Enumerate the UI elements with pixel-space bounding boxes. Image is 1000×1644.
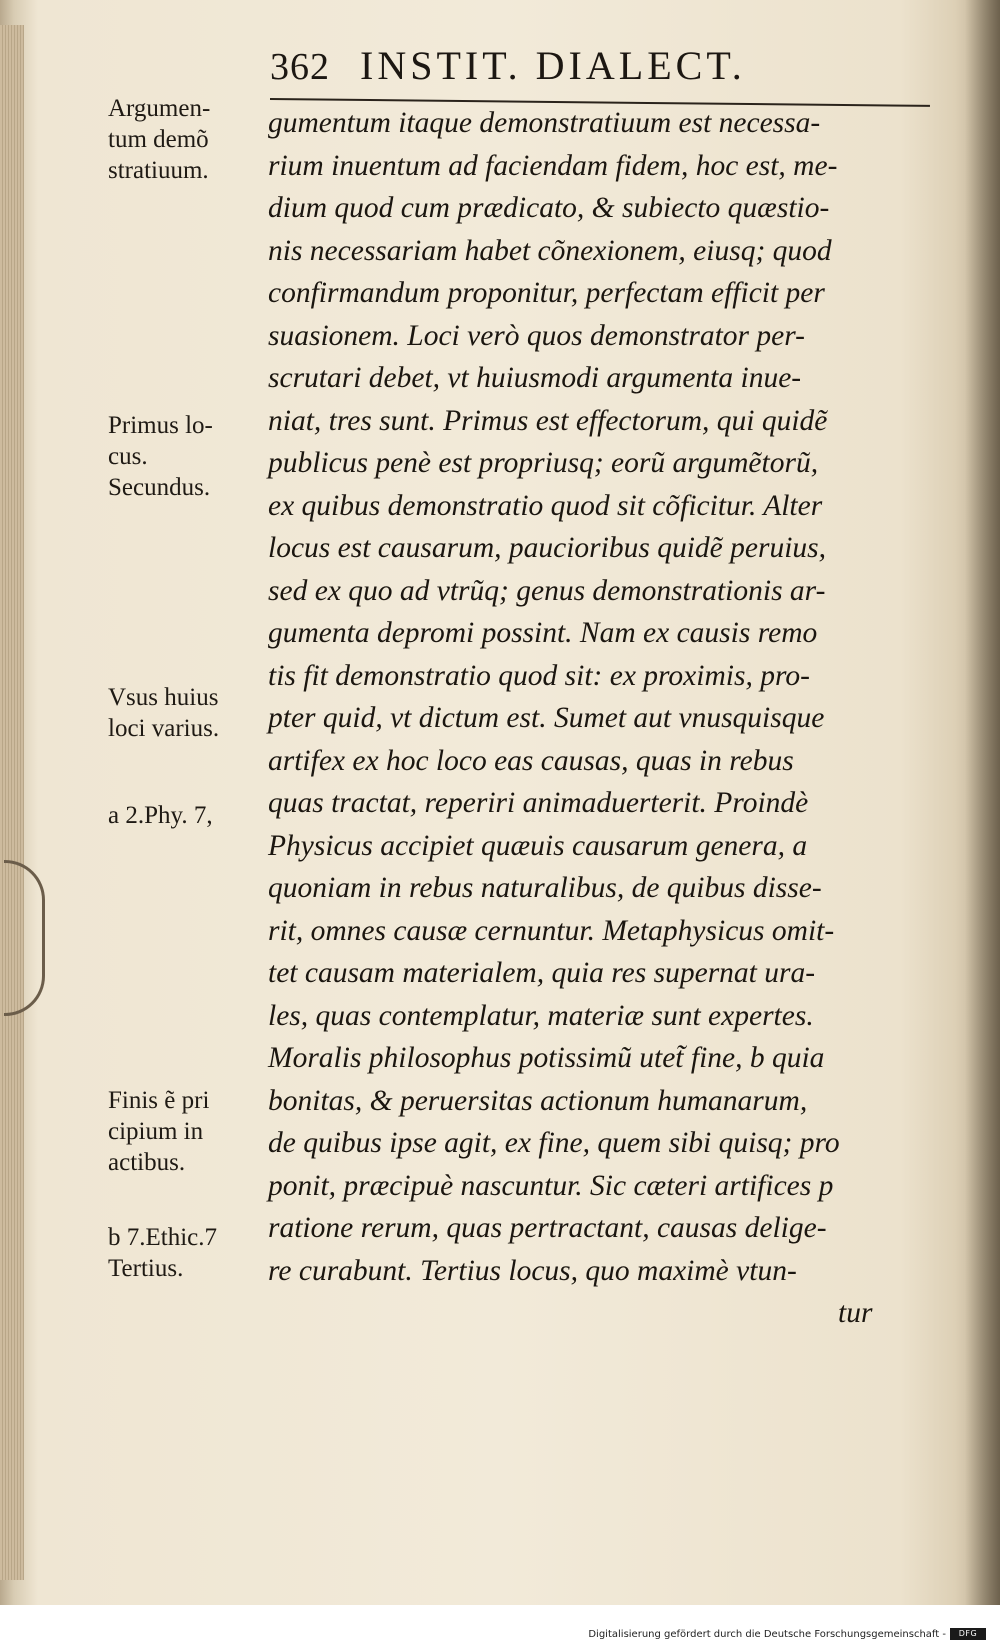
digitization-note: Digitalisierung gefördert durch die Deutsche Forschungsgemeinschaft - [588, 1629, 946, 1640]
body-line: scrutari debet, vt huiusmodi argumenta inue- [268, 362, 802, 394]
body-line: gumentum itaque demonstratiuum est necessa- [268, 107, 821, 139]
body-line: les, quas contemplatur, materiæ sunt expertes. [268, 999, 814, 1032]
body-line: publicus penè est propriusq; eorũ argumẽtorũ, [268, 447, 819, 479]
body-line: tet causam materialem, quia res supernat ura- [268, 957, 816, 989]
body-text [268, 102, 938, 1335]
margin-note-argumentum: Argumen- tum demõ stratiuum. [108, 95, 211, 184]
margin-note-ethica-ref: b 7.Ethic.7 Tertius. [108, 1224, 218, 1282]
body-line: niat, tres sunt. Primus est effectorum, qui quidẽ [268, 404, 828, 437]
body-line: confirmandum proponitur, perfectam efficit per [268, 277, 825, 309]
binding-shadow [965, 0, 1000, 1605]
body-line: dium quod cum prædicato, & subiecto quæstio- [268, 192, 830, 224]
body-line: suasionem. Loci verò quos demonstrator per- [268, 319, 805, 352]
dfg-logo: DFG [950, 1628, 986, 1640]
body-line: Physicus accipiet quæuis causarum genera, a [268, 829, 808, 862]
bookmark-ribbon [4, 860, 45, 1016]
book-page-edges [0, 25, 24, 1580]
body-line: ponit, præcipuè nascuntur. Sic cæteri artifices p [268, 1169, 834, 1202]
margin-note-primus-locus: Primus lo- cus. Secundus. [108, 412, 213, 501]
body-line: tis fit demonstratio quod sit: ex proximis, pro- [268, 659, 810, 692]
body-line: quoniam in rebus naturalibus, de quibus disse- [268, 872, 822, 904]
running-head: INSTIT. DIALECT. [360, 43, 746, 88]
body-line: rium inuentum ad faciendam fidem, hoc est, me- [268, 149, 838, 182]
page-header [270, 42, 910, 100]
margin-note-physica-ref: a 2.Phy. 7, [108, 802, 213, 829]
margin-note-finis: Finis ẽ pri cipium in actibus. [108, 1087, 210, 1176]
body-line: locus est causarum, paucioribus quidẽ peruius, [268, 532, 827, 564]
body-line: de quibus ipse agit, ex fine, quem sibi quisq; pro [268, 1127, 840, 1159]
body-line: rit, omnes causæ cernuntur. Metaphysicus omit- [268, 914, 835, 947]
body-line: ratione rerum, quas pertractant, causas delige- [268, 1212, 827, 1244]
body-line: re curabunt. Tertius locus, quo maximè vtun- [268, 1254, 797, 1287]
margin-note-usus-huius: Vsus huius loci varius. [108, 684, 220, 742]
page-number: 362 [270, 46, 330, 88]
body-line: Moralis philosophus potissimũ utet̃ fine, b quia [268, 1042, 825, 1074]
body-line: artifex ex hoc loco eas causas, quas in rebus [268, 744, 794, 777]
body-line: quas tractat, reperiri animaduerterit. Proindè [268, 787, 809, 819]
body-line: ex quibus demonstratio quod sit cõficitur. Alter [268, 489, 823, 522]
body-line: tur [838, 1297, 873, 1329]
body-line: pter quid, vt dictum est. Sumet aut vnusquisque [268, 702, 825, 734]
body-line: sed ex quo ad vtrũq; genus demonstrationis ar- [268, 574, 826, 607]
body-line: gumenta depromi possint. Nam ex causis remo [268, 617, 818, 649]
body-line: nis necessariam habet cõnexionem, eiusq; quod [268, 234, 832, 267]
body-line: bonitas, & peruersitas actionum humanarum, [268, 1084, 808, 1117]
